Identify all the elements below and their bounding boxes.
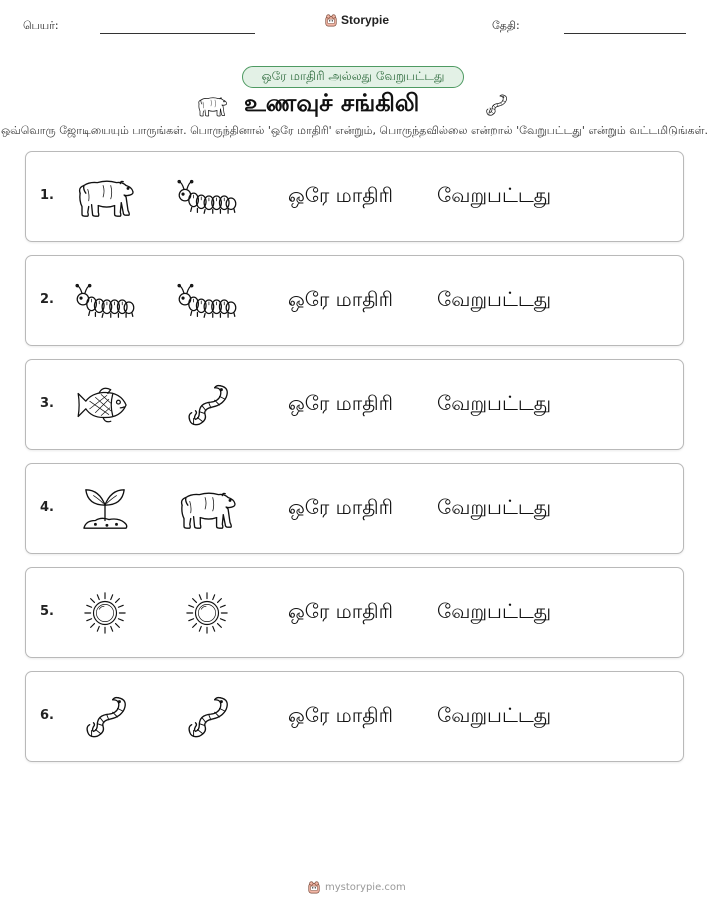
option-same[interactable]: ஒரே மாதிரி (288, 599, 393, 623)
footer (307, 880, 406, 894)
instructions-text: ஒவ்வொரு ஜோடியையும் பாருங்கள். பொருந்தினால் 'ஒரே மாதிரி' என்றும், பொருந்தவில்லை என்றால் 'வேறுபட்டது' என்றும் வட்டமிடுங்கள். (0, 124, 709, 137)
date-line[interactable] (564, 33, 686, 34)
option-different[interactable]: வேறுபட்டது (437, 183, 552, 207)
question-card (25, 567, 684, 658)
question-number: 2. (40, 292, 54, 307)
footer-url: mystorypie.com (325, 881, 406, 893)
name-line[interactable] (100, 33, 255, 34)
option-same[interactable]: ஒரே மாதிரி (288, 495, 393, 519)
question-number: 4. (40, 500, 54, 515)
worksheet-type-badge: ஒரே மாதிரி அல்லது வேறுபட்டது (242, 66, 464, 88)
bear-icon (74, 174, 136, 220)
option-different[interactable]: வேறுபட்டது (437, 703, 552, 727)
date-label: தேதி: (492, 19, 520, 32)
brand-logo (324, 13, 389, 27)
caterpillar-icon (176, 278, 238, 324)
worm-icon (176, 382, 238, 428)
question-card (25, 255, 684, 346)
storypie-logo-icon (324, 13, 338, 27)
name-label: பெயர்: (23, 19, 59, 32)
option-different[interactable]: வேறுபட்டது (437, 495, 552, 519)
sprout-icon (74, 486, 136, 532)
option-same[interactable]: ஒரே மாதிரி (288, 287, 393, 311)
option-different[interactable]: வேறுபட்டது (437, 287, 552, 311)
instructions (0, 124, 709, 142)
option-different[interactable]: வேறுபட்டது (437, 599, 552, 623)
question-number: 1. (40, 188, 54, 203)
storypie-logo-icon (307, 880, 321, 894)
option-same[interactable]: ஒரே மாதிரி (288, 703, 393, 727)
worm-icon (480, 91, 512, 119)
worm-icon (74, 694, 136, 740)
caterpillar-icon (74, 278, 136, 324)
question-number: 6. (40, 708, 54, 723)
option-different[interactable]: வேறுபட்டது (437, 391, 552, 415)
bear-icon (176, 486, 238, 532)
question-card (25, 463, 684, 554)
brand-name: Storypie (341, 13, 390, 27)
question-number: 5. (40, 604, 54, 619)
option-same[interactable]: ஒரே மாதிரி (288, 183, 393, 207)
bear-icon (196, 94, 228, 118)
sun-icon (74, 590, 136, 636)
option-same[interactable]: ஒரே மாதிரி (288, 391, 393, 415)
question-card (25, 671, 684, 762)
worm-icon (176, 694, 238, 740)
question-card (25, 359, 684, 450)
sun-icon (176, 590, 238, 636)
page-title: உணவுச் சங்கிலி (244, 89, 420, 117)
question-number: 3. (40, 396, 54, 411)
caterpillar-icon (176, 174, 238, 220)
question-card (25, 151, 684, 242)
fish-icon (74, 382, 136, 428)
